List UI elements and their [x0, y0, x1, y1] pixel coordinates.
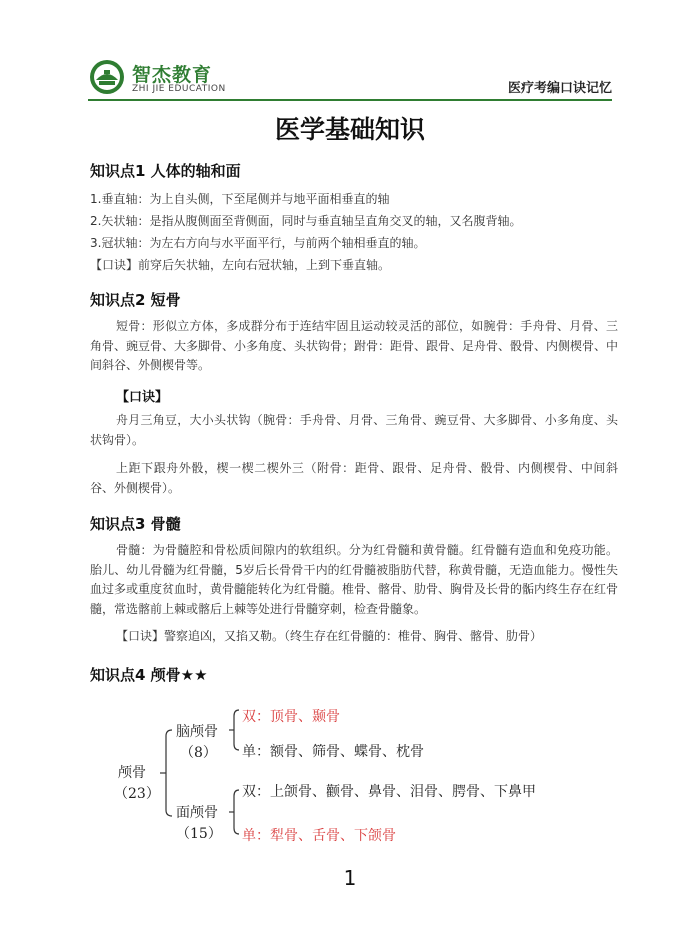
section-heading-axes: 知识点1 人体的轴和面 — [90, 162, 241, 180]
axes-mnemonic: 【口诀】前穿后矢状轴，左向右冠状轴，上到下垂直轴。 — [90, 258, 391, 272]
face-skull-double: 双：上颌骨、颧骨、鼻骨、泪骨、腭骨、下鼻甲 — [242, 784, 536, 800]
page-title: 医学基础知识 — [274, 115, 425, 144]
face-skull-single: 单：犁骨、舌骨、下颌骨 — [242, 828, 396, 844]
axes-line-1: 1.垂直轴：为上自头侧，下至尾侧并与地平面相垂直的轴 — [90, 192, 390, 206]
short-bone-text: 短骨：形似立方体，多成群分布于连结牢固且运动较灵活的部位，如腕骨：手舟骨、月骨、三角骨、豌豆骨、大多脚骨、小多角度、头状钩骨；跗骨：距骨、跟骨、足舟骨、骰骨、内侧楔骨、中间斜谷、外侧楔骨等。 — [90, 319, 619, 372]
skull-root-name: 颅骨 — [118, 765, 146, 781]
short-bone-mnemonic-2: 上距下跟舟外骰，楔一楔二楔外三（附骨：距骨、跟骨、足舟骨、骰骨、内侧楔骨、中间斜谷、外侧楔骨）。 — [90, 461, 618, 495]
section-heading-marrow: 知识点3 骨髓 — [90, 515, 181, 533]
skull-root-count: （23） — [114, 786, 160, 802]
brand-subtitle: ZHI JIE EDUCATION — [132, 84, 226, 94]
marrow-mnemonic: 【口诀】警察追凶，又掐又勒。（终生存在红骨髓的：椎骨、胸骨、髂骨、肋骨） — [116, 629, 543, 643]
brain-skull-count: （8） — [180, 745, 217, 761]
axes-line-3: 3.冠状轴：为左右方向与水平面平行，与前两个轴相垂直的轴。 — [90, 236, 426, 250]
face-skull-name: 面颅骨 — [176, 805, 218, 821]
short-bone-mnemonic-heading: 【口诀】 — [116, 390, 169, 405]
face-skull-count: （15） — [176, 826, 222, 842]
short-bone-mnemonic-1: 舟月三角豆，大小头状钩（腕骨：手舟骨、月骨、三角骨、豌豆骨、大多脚骨、小多角度、头状钩骨）。 — [90, 413, 618, 447]
marrow-text: 骨髓：为骨髓腔和骨松质间隙内的软组织。分为红骨髓和黄骨髓。红骨髓有造血和免疫功能。胎儿、幼儿骨髓为红骨髓，5岁后长骨骨干内的红骨髓被脂肪代替，称黄骨髓，无造血能力。慢性失血过多或重度贫血时，黄骨髓能转化为红骨髓。椎骨、髂骨、肋骨、胸骨及长骨的骺内终生存在红骨髓，常选髂前上棘或髂后上棘等处进行骨髓穿刺，检查骨髓象。 — [90, 543, 619, 616]
brain-skull-double: 双：顶骨、颞骨 — [242, 709, 340, 725]
brand-name: 智杰教育 — [132, 64, 213, 86]
brain-skull-single: 单：额骨、筛骨、蝶骨、枕骨 — [242, 744, 424, 760]
section-heading-skull: 知识点4 颅骨★★ — [90, 666, 208, 684]
axes-line-2: 2.矢状轴：是指从腹侧面至背侧面，同时与垂直轴呈直角交叉的轴，又名腹背轴。 — [90, 214, 522, 228]
header-right-label: 医疗考编口诀记忆 — [507, 81, 612, 96]
section-heading-short-bone: 知识点2 短骨 — [90, 291, 181, 309]
brain-skull-name: 脑颅骨 — [176, 724, 218, 740]
page-number: 1 — [343, 866, 357, 890]
